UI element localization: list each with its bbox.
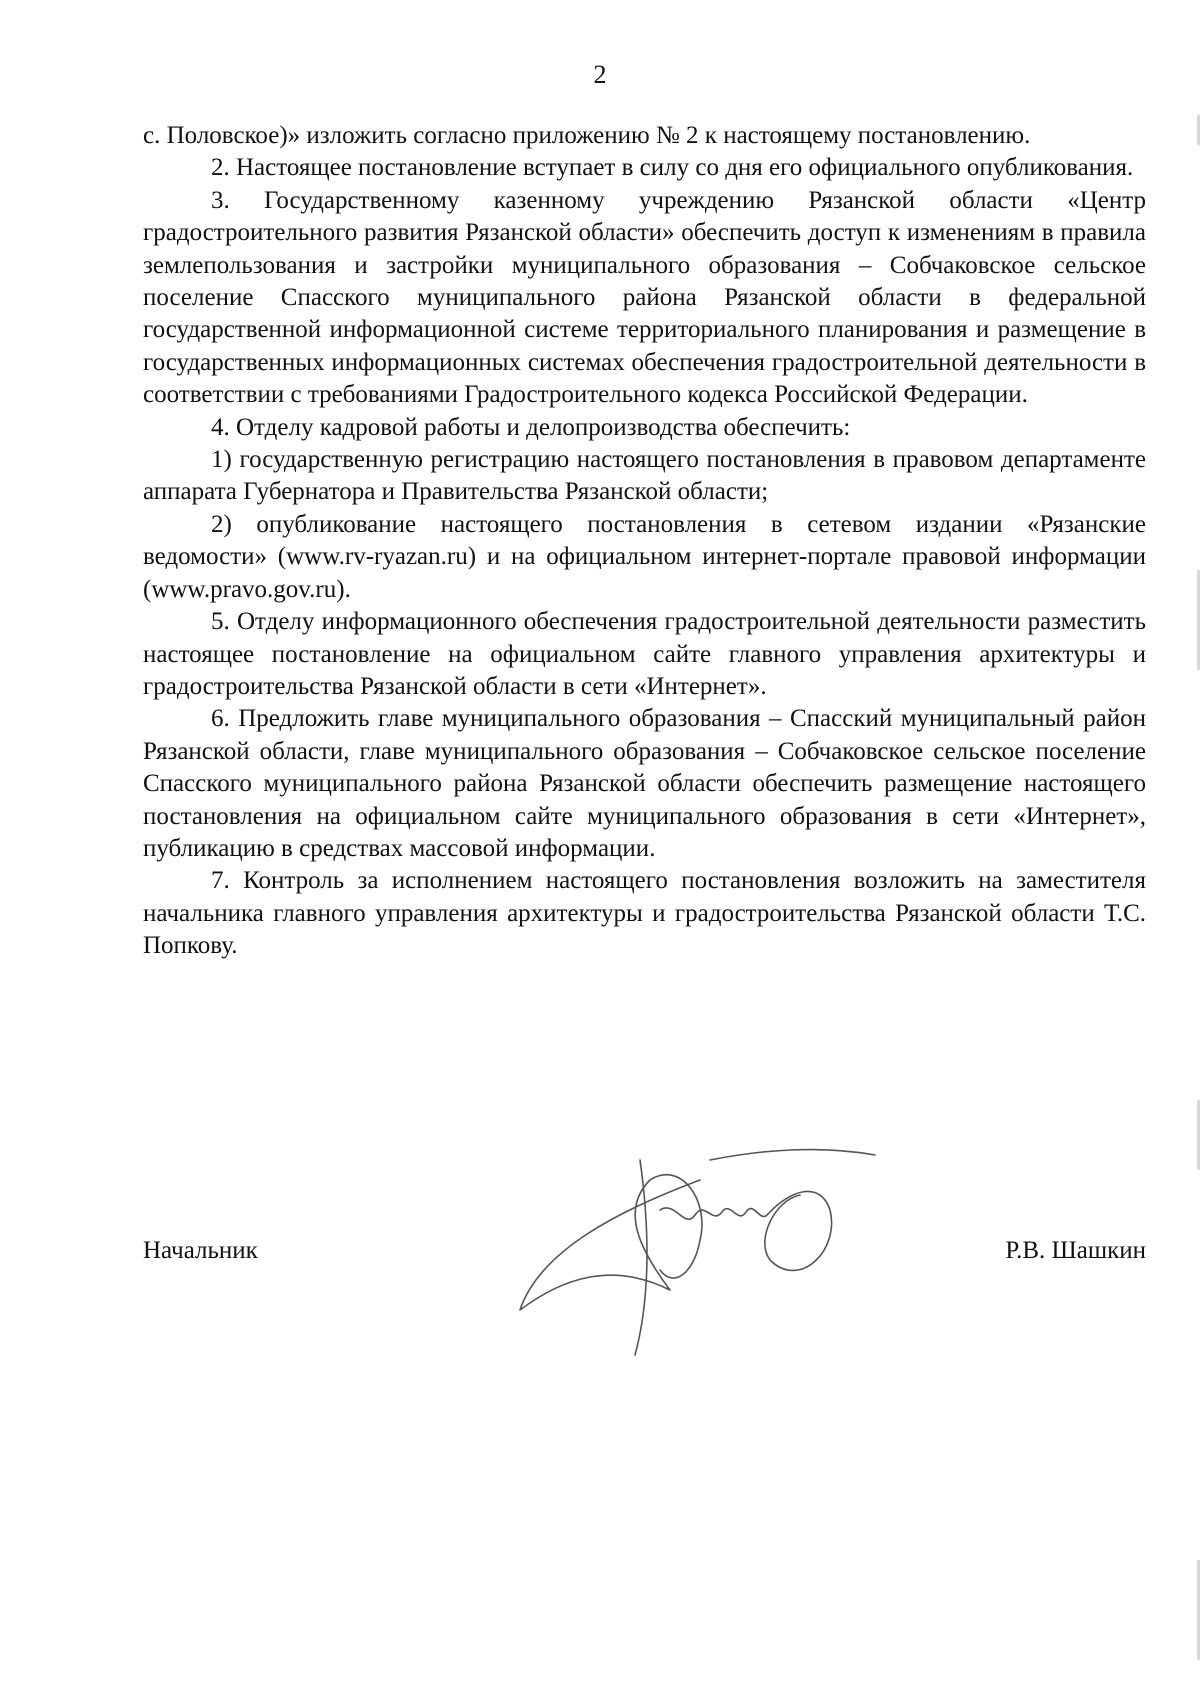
signature-stroke-tail [765,1191,832,1270]
paragraph-item-4: 4. Отделу кадровой работы и делопроизводства обеспечить: [211,413,851,441]
paragraph-item-6: 6. Предложить главе муниципального образования – Спасский муниципальный район Рязанской области, главе муниципального образования – Собчаковское сельское поселение Спасского муниципального района Рязанской области обеспечить размещение настоящего постановления на официальном сайте муниципального образования в сети «Интернет», публикацию в средствах массовой информации. [143,705,1146,862]
paragraph-item-5: 5. Отделу информационного обеспечения градостроительной деятельности разместить настоящее постановление на официальном сайте главного управления архитектуры и градостроительства Рязанской области в сети «Интернет». [143,608,1146,700]
paragraph-item-7: 7. Контроль за исполнением настоящего постановления возложить на заместителя начальника главного управления архитектуры и градостроительства Рязанской области Т.С. Попкову. [143,867,1146,960]
paragraph-item-3: 3. Государственному казенному учреждению Рязанской области «Центр градостроительного развития Рязанской области» обеспечить доступ к изменениям в правила землепользования и застройки муниципального образования – Собчаковское сельское поселение Спасского муниципального района Рязанской области в федеральной государственной информационной системе территориального планирования и размещение в государственных информационных системах обеспечения градостроительной деятельности в соответствии с требованиями Градостроительного кодекса Российской Федерации. [143,186,1146,409]
handwritten-signature [500,1140,880,1360]
signature-stroke-loop [520,1175,702,1310]
paragraph-item-4-1: 1) государственную регистрацию настоящего постановления в правовом департаменте аппарата Губернатора и Правительства Рязанской области; [143,446,1146,506]
paragraph-item-4-2: 2) опубликование настоящего постановления в сетевом издании «Рязанские ведомости» (www.rv-ryazan.ru) и на официальном интернет-портале правовой информации (www.pravo.gov.ru). [143,510,1146,603]
signature-stroke-sweep [710,1150,875,1160]
signature-stroke-letters [660,1208,768,1219]
document-body [143,120,1146,963]
paragraph-item-2: 2. Настоящее постановление вступает в силу со дня его официального опубликования. [211,154,1134,182]
signatory-title: Начальник [143,1237,258,1264]
page-number: 2 [593,60,607,89]
signatory-name: Р.В. Шашкин [1005,1237,1146,1264]
signature-stroke-down [635,1160,647,1355]
paragraph-continuation: с. Половское)» изложить согласно приложению № 2 к настоящему постановлению. [143,122,1031,149]
